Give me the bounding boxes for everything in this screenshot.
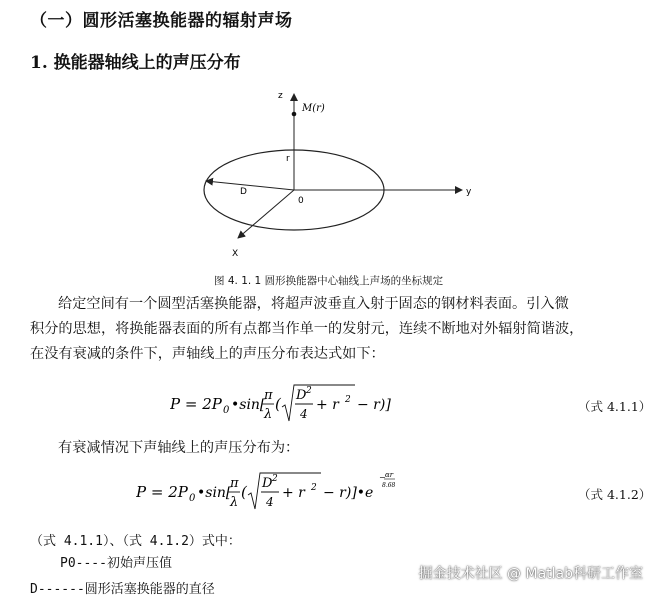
- eq2-plus-r: + r: [282, 485, 305, 501]
- axis-z-label: z: [278, 91, 283, 101]
- section-heading: （一）圆形活塞换能器的辐射声场: [30, 11, 293, 31]
- eq1-d: D: [296, 388, 307, 403]
- attenuation-intro: 有衰减情况下声轴线上的声压分布为：: [58, 440, 300, 456]
- eq2-sin: •sin[: [197, 485, 232, 501]
- eq2-sub0: 0: [189, 493, 196, 504]
- body-paragraph: [30, 292, 645, 367]
- paragraph-line-2: 积分的思想，将换能器表面的所有点都当作单一的发射元，连续不断地对外辐射简谐波，: [30, 321, 584, 337]
- eq2-four: 4: [266, 495, 274, 509]
- remarks-intro: （式 4.1.1）、（式 4.1.2）式中：: [30, 534, 241, 549]
- eq1-four: 4: [300, 407, 308, 421]
- origin-label: 0: [298, 196, 304, 206]
- eq1-open: (: [275, 395, 281, 413]
- eq2-r-exp: 2: [311, 483, 317, 493]
- eq2-open: (: [241, 483, 247, 501]
- subsection-heading: 1. 换能器轴线上的声压分布: [30, 53, 241, 73]
- point-m: [292, 112, 297, 117]
- equation-4-1-1: [170, 382, 400, 428]
- eq1-lambda: λ: [264, 407, 273, 422]
- eq2-lhs: P = 2P: [136, 483, 188, 501]
- paragraph-line-1: 给定空间有一个圆型活塞换能器，将超声波垂直入射于固态的钢材料表面。引入微: [58, 296, 569, 312]
- eq2-exp-minus: −: [379, 473, 386, 482]
- d-label: D: [240, 187, 247, 197]
- eq1-sub0: 0: [223, 405, 230, 416]
- x-axis: [238, 190, 294, 238]
- axis-y-label: y: [466, 187, 472, 197]
- remark-p0: P0----初始声压值: [60, 556, 172, 571]
- eq1-sin: •sin[: [231, 397, 266, 413]
- point-m-label: M(r): [302, 103, 325, 114]
- remark-d: D------圆形活塞换能器的直径: [30, 582, 215, 597]
- r-label: r: [286, 154, 290, 164]
- eq1-minus-r: − r)]: [357, 397, 391, 413]
- equation-4-1-2: [136, 468, 396, 516]
- eq2-minus-r: − r)]•e: [323, 485, 374, 501]
- eq2-d-exp: 2: [272, 474, 278, 484]
- eq1-d-exp: 2: [306, 386, 312, 396]
- eq1-lhs: P = 2P: [170, 395, 222, 413]
- eq2-pi: π: [230, 476, 239, 491]
- equation-number-2: （式 4.1.2）: [578, 487, 652, 502]
- d-line: [206, 181, 294, 190]
- eq2-d: D: [262, 476, 273, 491]
- eq1-plus-r: + r: [316, 397, 339, 413]
- eq1-pi: π: [264, 388, 273, 403]
- eq2-exp-den: 8.68: [382, 482, 396, 489]
- paragraph-line-3: 在没有衰减的条件下，声轴线上的声压分布表达式如下：: [30, 346, 385, 362]
- eq2-exp-num: αr: [385, 471, 394, 479]
- axis-x-label: X: [232, 249, 239, 259]
- coordinate-figure: [190, 86, 490, 276]
- figure-caption: 图 4. 1. 1 圆形换能器中心轴线上声场的坐标规定: [214, 275, 444, 287]
- eq1-r-exp: 2: [345, 395, 351, 405]
- equation-number-1: （式 4.1.1）: [578, 399, 652, 414]
- watermark: 掘金技术社区 @ Matlab科研工作室: [418, 566, 643, 582]
- eq2-lambda: λ: [230, 495, 239, 510]
